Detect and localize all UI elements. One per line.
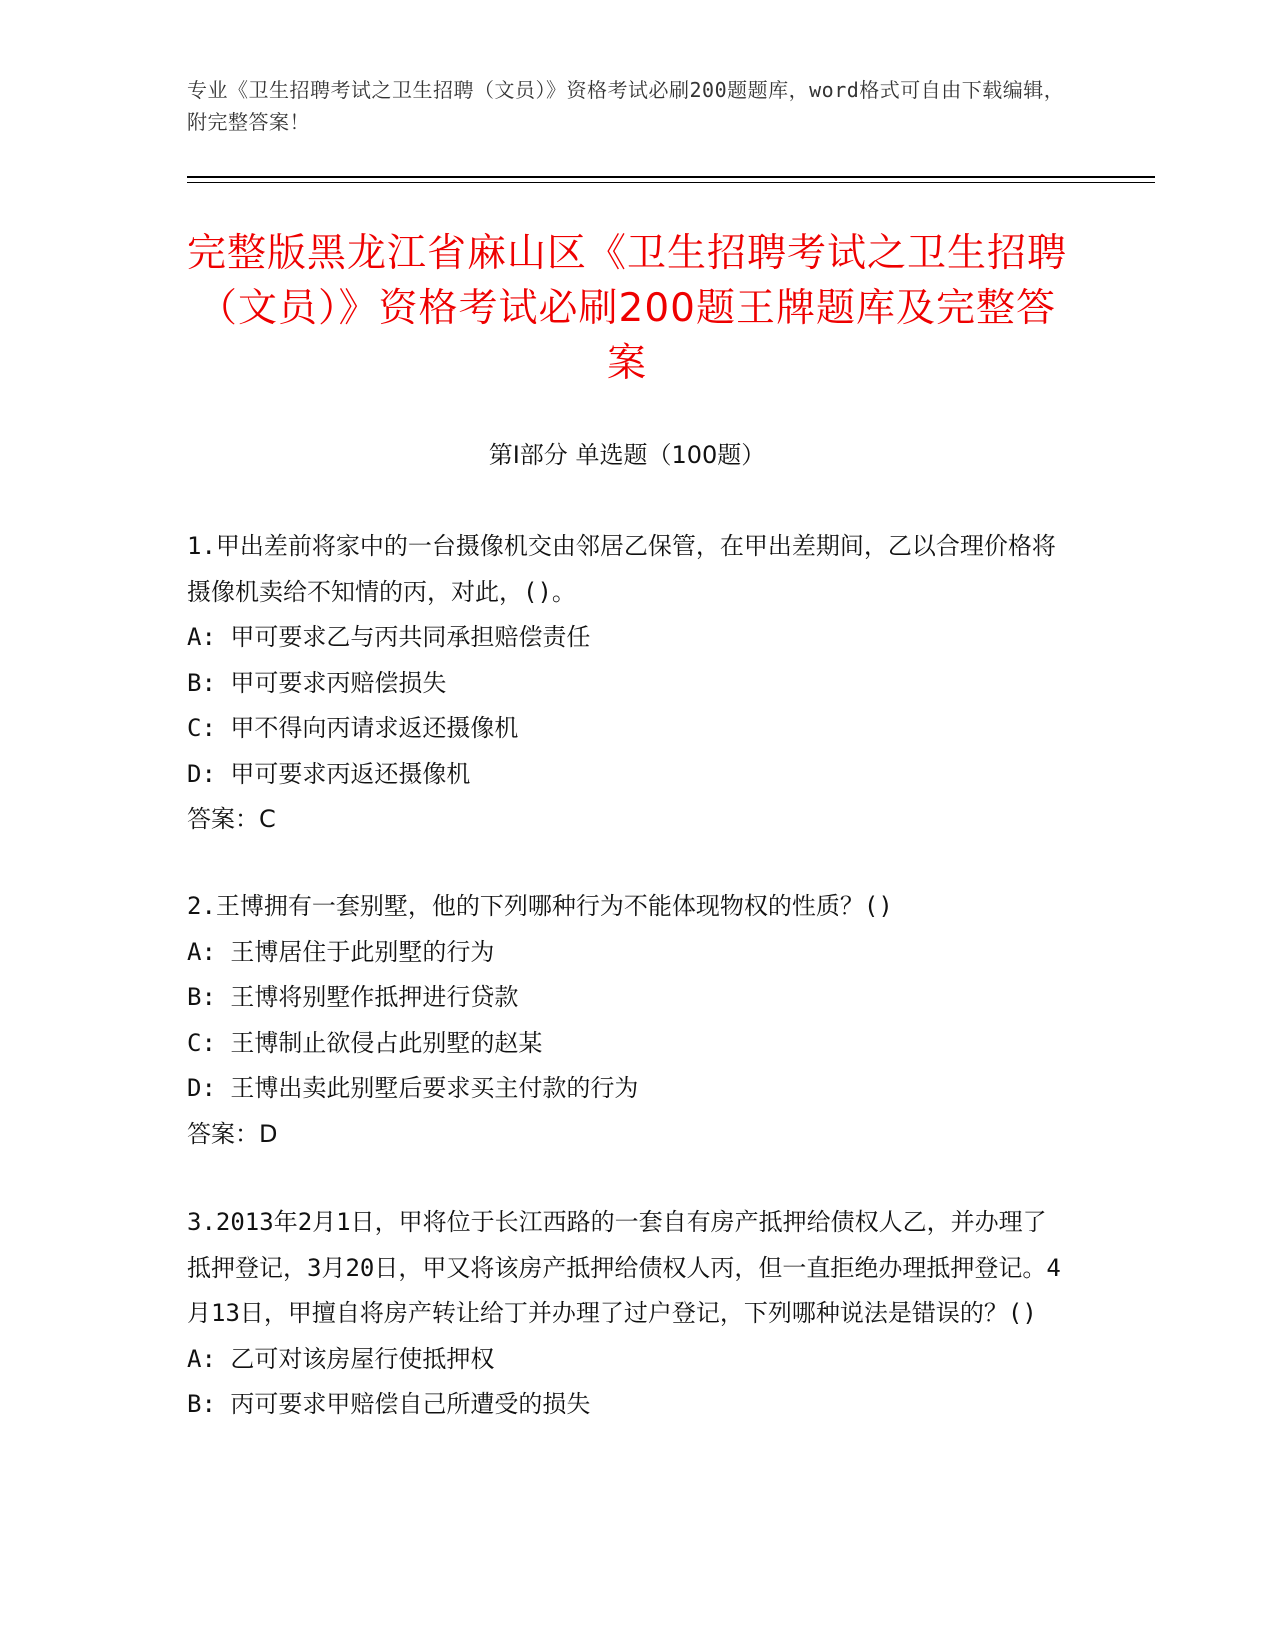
option-a: A: 乙可对该房屋行使抵押权 — [187, 1344, 495, 1373]
question-stem: 2.王博拥有一套别墅，他的下列哪种行为不能体现物权的性质？() — [187, 892, 893, 920]
question-1 — [187, 524, 1067, 843]
option-c: C: 甲不得向丙请求返还摄像机 — [187, 714, 519, 742]
question-3 — [187, 1200, 1067, 1428]
question-stem: 3.2013年2月1日，甲将位于长江西路的一套自有房产抵押给债权人乙，并办理了抵押登记，3月20日，甲又将该房产抵押给债权人丙，但一直拒绝办理抵押登记。4月13日，甲擅自将房产转让给丁并办理了过户登记，下列哪种说法是错误的？() — [187, 1208, 1061, 1327]
answer: 答案：C — [187, 805, 276, 833]
option-a: A: 甲可要求乙与丙共同承担赔偿责任 — [187, 623, 591, 651]
option-b: B: 丙可要求甲赔偿自己所遭受的损失 — [187, 1390, 591, 1418]
section-title: 第Ⅰ部分 单选题（100题） — [488, 441, 766, 469]
option-c: C: 王博制止欲侵占此别墅的赵某 — [187, 1028, 543, 1057]
question-stem: 1.甲出差前将家中的一台摄像机交由邻居乙保管，在甲出差期间，乙以合理价格将摄像机卖给不知情的丙，对此，()。 — [187, 532, 1056, 606]
answer: 答案：D — [187, 1119, 278, 1148]
header-rule-thin — [187, 182, 1155, 183]
header-rule-thick — [187, 176, 1155, 178]
option-a: A: 王博居住于此别墅的行为 — [187, 937, 495, 966]
question-2 — [187, 884, 1067, 1157]
option-d: D: 甲可要求丙返还摄像机 — [187, 759, 471, 788]
option-b: B: 王博将别墅作抵押进行贷款 — [187, 983, 519, 1011]
header-note: 专业《卫生招聘考试之卫生招聘（文员）》资格考试必刷200题题库，word格式可自由下载编辑，附完整答案！ — [187, 78, 1065, 134]
document-title: 完整版黑龙江省麻山区《卫生招聘考试之卫生招聘（文员）》资格考试必刷200题王牌题库及完整答案 — [187, 231, 1068, 386]
option-d: D: 王博出卖此别墅后要求买主付款的行为 — [187, 1074, 639, 1102]
option-b: B: 甲可要求丙赔偿损失 — [187, 668, 447, 697]
